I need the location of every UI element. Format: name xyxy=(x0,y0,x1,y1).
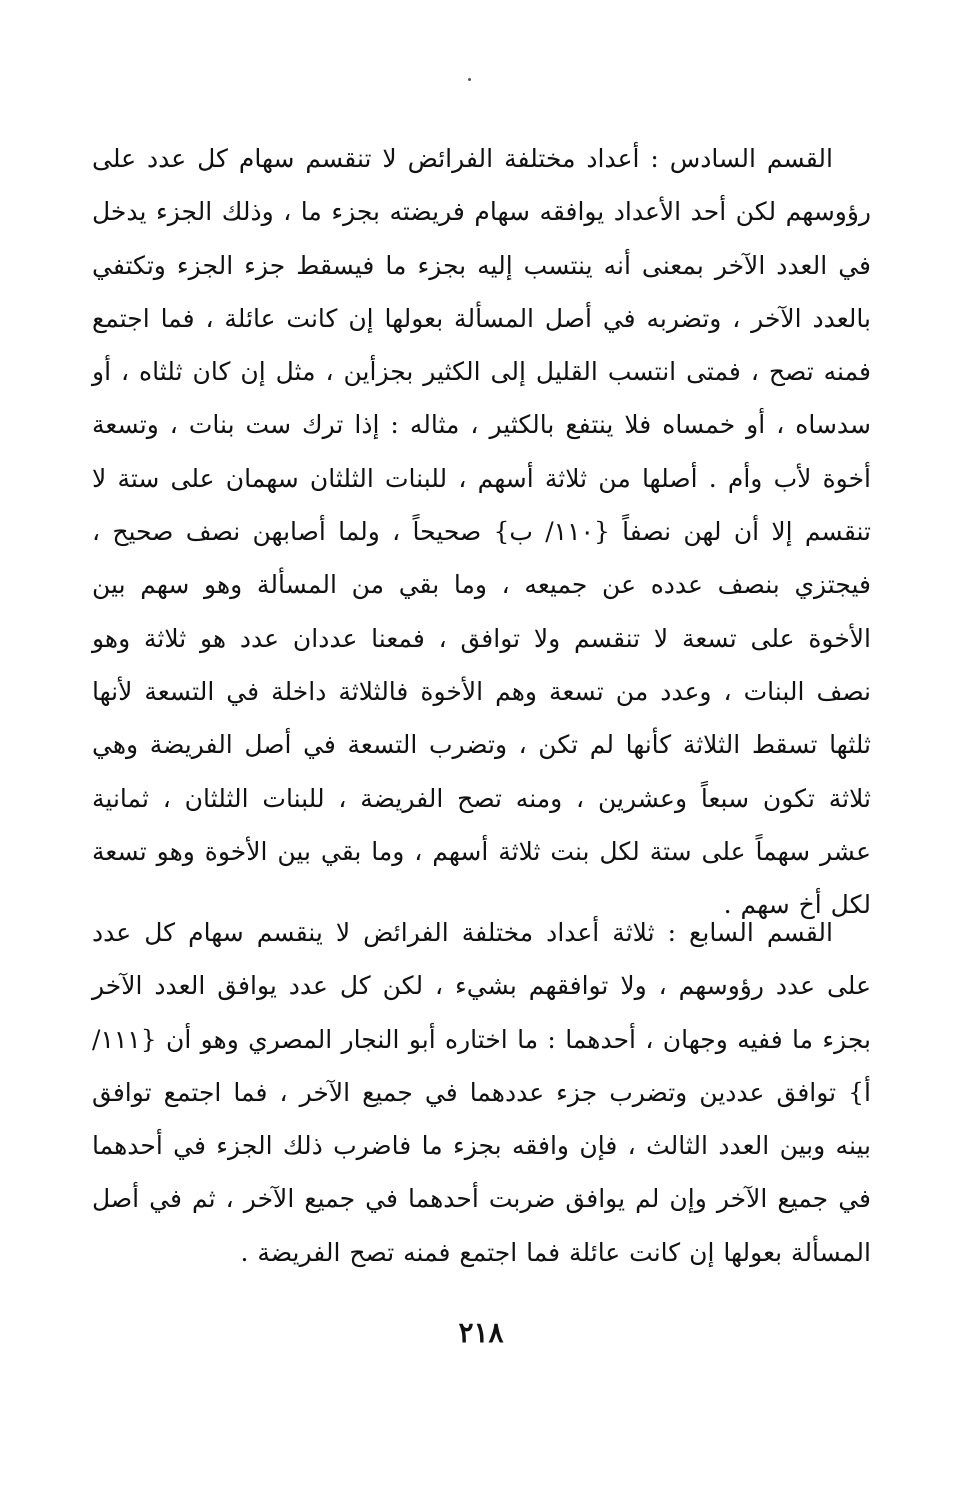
scan-speck xyxy=(468,78,471,81)
paragraph-text: القسم السابع : ثلاثة أعداد مختلفة الفرائض لا ينقسم سهام كل عدد على عدد رؤوسهم ، ولا توافقهم بشيء ، لكن كل عدد يوافق العدد الآخر بجزء ما ففيه وجهان ، أحدهما : ما اختاره أبو النجار المصري وهو أن {١١١/ أ} توافق عددين وتضرب جزء عددهما في جميع الآخر ، فما اجتمع توافق بينه وبين العدد الثالث ، فإن وافقه بجزء ما فاضرب ذلك الجزء في أحدهما في جميع الآخر وإن لم يوافق ضربت أحدهما في جميع الآخر ، ثم في أصل المسألة بعولها إن كانت عائلة فما اجتمع فمنه تصح الفريضة . xyxy=(92,918,871,1267)
page-number: ٢١٨ xyxy=(458,1316,504,1349)
paragraph-text: القسم السادس : أعداد مختلفة الفرائض لا تنقسم سهام كل عدد على رؤوسهم لكن أحد الأعداد يوافقه سهام فريضته بجزء ما ، وذلك الجزء يدخل في العدد الآخر بمعنى أنه ينتسب إليه بجزء ما فيسقط جزء الجزء وتكتفي بالعدد الآخر ، وتضربه في أصل المسألة بعولها إن كانت عائلة ، فما اجتمع فمنه تصح ، فمتى انتسب القليل إلى الكثير بجزأين ، مثل إن كان ثلثاه ، أو سدساه ، أو خمساه فلا ينتفع بالكثير ، مثاله : إذا ترك ست بنات ، وتسعة أخوة لأب وأم . أصلها من ثلاثة أسهم ، للبنات الثلثان سهمان على ستة لا تنقسم إلا أن لهن نصفاً {١١٠/ ب} صحيحاً ، ولما أصابهن نصف صحيح ، فيجتزي بنصف عدده عن جميعه ، وما بقي من المسألة وهو سهم بين الأخوة على تسعة لا تنقسم ولا توافق ، فمعنا عددان عدد هو ثلاثة وهو نصف البنات ، وعدد من تسعة وهم الأخوة فالثلاثة داخلة في التسعة لأنها ثلثها تسقط الثلاثة كأنها لم تكن ، وتضرب التسعة في أصل الفريضة وهي ثلاثة تكون سبعاً وعشرين ، ومنه تصح الفريضة ، للبنات الثلثان ، ثمانية عشر سهماً على ستة لكل بنت ثلاثة أسهم ، وما بقي بين الأخوة وهو تسعة لكل أخ سهم . xyxy=(92,144,871,920)
paragraph-section-seven xyxy=(92,906,871,1279)
paragraph-section-six xyxy=(92,132,871,931)
